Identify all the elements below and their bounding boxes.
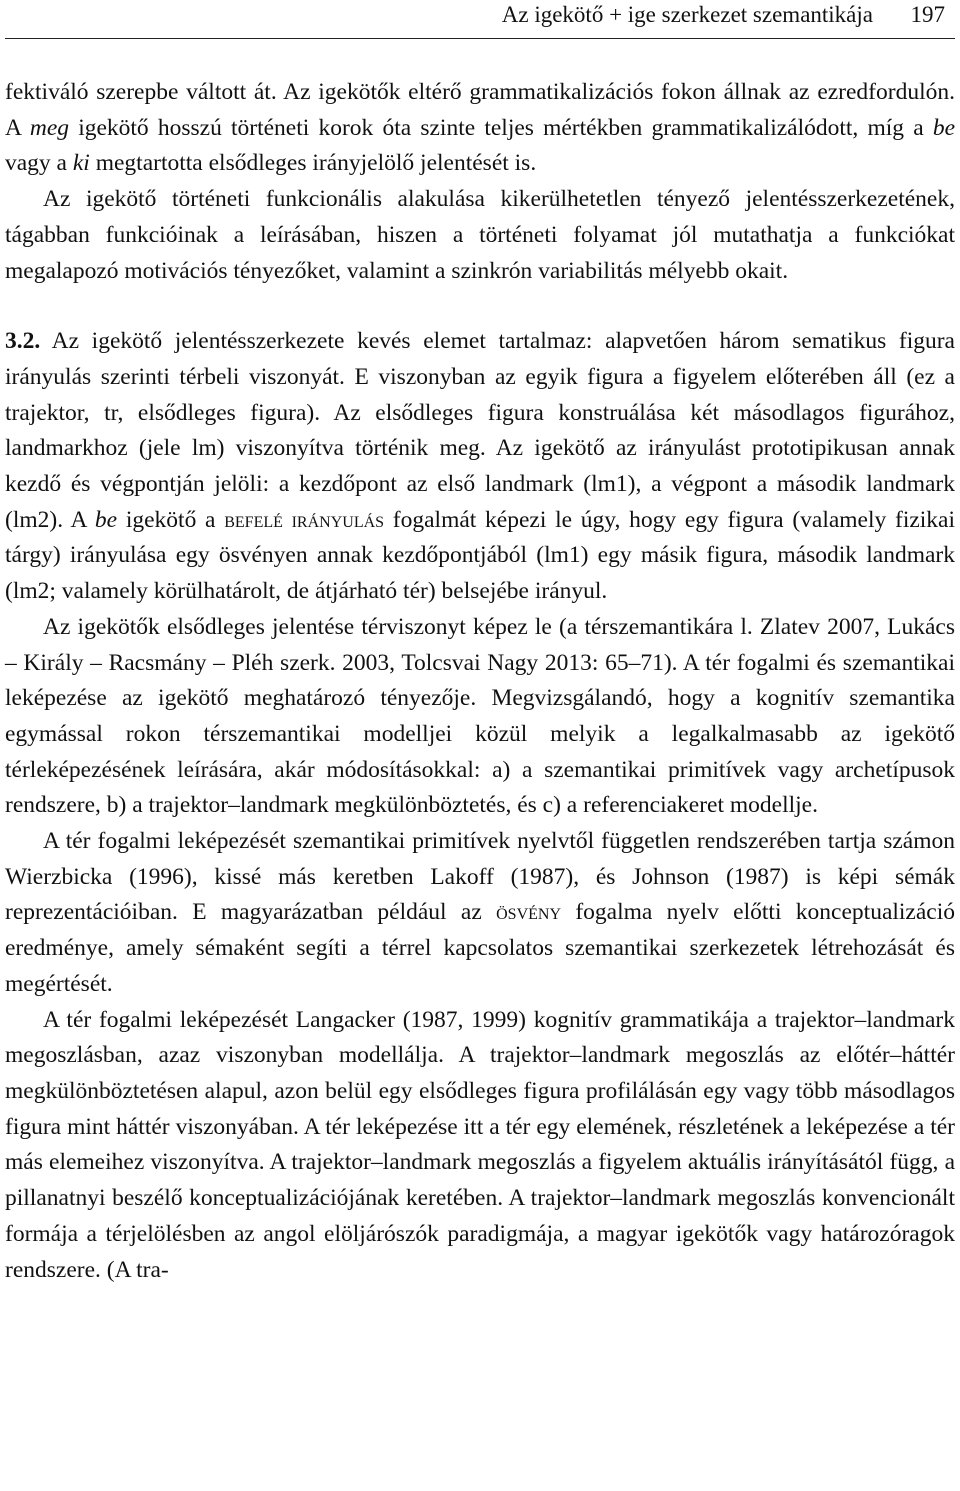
body-text [5, 75, 955, 1288]
paragraph-continued: fektiváló szerepbe váltott át. Az igekötők eltérő grammatikalizációs fokon állnak az ezredfordulón. A meg igekötő hosszú történeti korok óta szinte teljes mértékben grammatikalizálódott, míg a be vagy a ki megtartotta elsődleges irányjelölő jelentését is. [5, 79, 955, 177]
section-number: 3.2. [5, 328, 41, 355]
paragraph-langacker: A tér fogalmi leképezését Langacker (1987, 1999) kognitív grammatikája a trajektor–landmark megoszlásban, azaz viszonyban modellálja. A trajektor–landmark megoszlás az előtér–háttér megkülönböztetésen alapul, azon belül egy elsődleges figura profilálásán egy vagy több másodlagos figura mint háttér viszonyában. A tér leképezése itt a tér egy elemének, részletének a leképezése a tér más elemeihez viszonyítva. A trajektor–landmark megoszlás a figyelem aktuális irányításától függ, a pillanatnyi beszélő konceptualizációjának keretében. A trajektor–landmark megoszlás konvencionált formája a térjelölésben az angol elöljárószók paradigmája, a magyar igekötők vagy határozóragok rendszere. (A tra- [5, 1006, 955, 1283]
section-3-2-paragraph: 3.2. Az igekötő jelentésszerkezete kevés elemet tartalmaz: alapvetően három sematikus figura irányulás szerinti térbeli viszonyát. E viszonyban az egyik figura a figyelem előterében áll (ez a trajektor, tr, elsődleges figura). Az elsődleges figura konstruálása két másodlagos figurához, landmarkhoz (jele lm) viszonyítva történik meg. Az igekötő az irányulást prototipikusan annak kezdő és végpontján jelöli: a kezdőpont az első landmark (lm1), a végpont a második landmark (lm2). A be igekötő a befelé irányulás fogalmát képezi le úgy, hogy egy figura (valamely fizikai tárgy) irányulása egy ösvényen annak kezdőpontjából (lm1) egy másik figura, második landmark (lm2; valamely körülhatárolt, de átjárható tér) belsejébe irányul. [5, 328, 956, 605]
emphasis-be: be [94, 506, 118, 533]
emphasis-ki: ki [72, 150, 90, 177]
concept-smallcaps: befelé irányulás [224, 506, 385, 533]
page-number: 197 [910, 2, 945, 27]
paragraph-primitives: A tér fogalmi leképezését szemantikai primitívek nyelvtől független rendszerében tartja számon Wierzbicka (1996), kissé más keretben Lakoff (1987), és Johnson (1987) is képi sémák reprezentációiban. E magyarázatban például az ösvény fogalma nyelv előtti konceptualizáció eredménye, amely sémaként segíti a térrel kapcsolatos szemantikai szerkezetek létrehozását és megértését. [5, 828, 955, 997]
paragraph-spatial-meaning: Az igekötők elsődleges jelentése térviszonyt képez le (a térszemantikára l. Zlatev 2007, Lukács – Király – Racsmány – Pléh szerk. 2003, Tolcsvai Nagy 2013: 65–71). A tér fogalmi és szemantikai leképezése az igekötő meghatározó tényezője. Megvizsgálandó, hogy a kognitív szemantika egymással rokon térszemantikai modelljei közül melyik a legalkalmasabb az igekötő térleképezésének leírására, akár módosításokkal: a) a szemantikai primitívek vagy archetípusok rendszere, b) a trajektor–landmark megkülönböztetés, és c) a referenciakeret modellje. [5, 613, 955, 819]
concept-smallcaps: ösvény [496, 899, 561, 926]
emphasis-meg: meg [29, 114, 70, 141]
running-title: Az igekötő + ige szerkezet szemantikája [501, 2, 873, 27]
emphasis-be: be [932, 114, 955, 141]
running-header [5, 0, 955, 39]
paragraph-historical: Az igekötő történeti funkcionális alakulása kikerülhetetlen tényező jelentésszerkezetének, tágabban funkcióinak a leírásában, hiszen a történeti folyamat jól mutathatja a funkciókat megalapozó motivációs tényezőket, valamint a szinkrón variabilitás mélyebb okait. [5, 186, 955, 284]
